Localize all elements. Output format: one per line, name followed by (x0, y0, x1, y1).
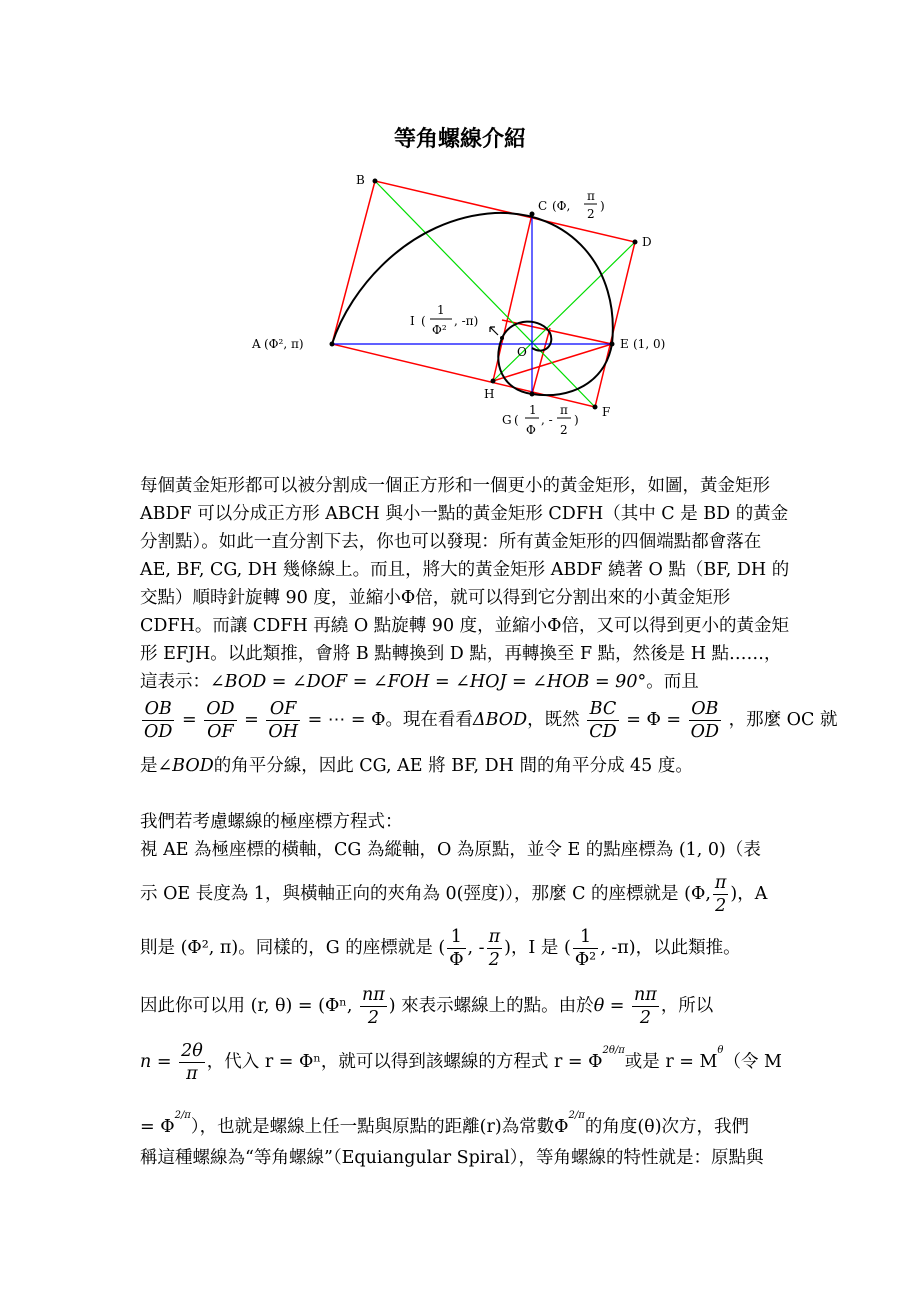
label-d: D (642, 235, 652, 249)
ratio-od-of: $\frac{OD}{OF}$ (206, 699, 235, 742)
page-title: 等角螺線介紹 (393, 127, 526, 152)
segment-small2 (532, 328, 550, 394)
c-coord-close: ) (600, 199, 605, 213)
triangle-bod: ΔBOD (472, 710, 528, 730)
c-coord-pi: π (587, 189, 595, 203)
point-e (610, 342, 615, 347)
c-coord-open: (Φ, (552, 199, 571, 213)
ratio-of-oh: $\frac{OF}{OH}$ (268, 699, 298, 742)
g-coord-open: ( (514, 413, 519, 427)
c-coordinate: (Φ, $\frac{\pi}{2}$ ) (684, 873, 738, 916)
i-coordinate: ( $\frac{1}{\text{Φ²}}$ , -π) (564, 927, 636, 970)
label-e: E (620, 337, 629, 351)
point-i (500, 336, 504, 340)
polar-line-6: = $\Phi^{2/\pi}$），也就是螺線上任一點與原點的距離(r)為常數$\Phi^{2/\pi}$的角度(θ)次方，我們 (140, 1110, 750, 1137)
point-h (491, 379, 496, 384)
i-coord-den: Φ² (432, 323, 447, 337)
exponent-theta: θ (717, 1045, 724, 1056)
golden-spiral-figure (240, 168, 680, 458)
g-coord-pi: π (560, 403, 568, 417)
paragraph-golden-rectangle (140, 472, 790, 696)
e-coord: (1, 0) (633, 337, 666, 351)
g-coord-den: Φ (526, 423, 536, 437)
angle-bod: ∠BOD (157, 756, 214, 776)
polar-line-1: 視 AE 為極座標的橫軸，CG 為縱軸，O 為原點，並令 E 的點座標為 (1, 0)（表 (140, 840, 761, 860)
point-d (633, 240, 638, 245)
i-coord-open: ( (421, 314, 426, 328)
paragraph-1-text: 每個黃金矩形都可以被分割成一個正方形和一個更小的黃金矩形，如圖，黃金矩形 ABDF 可以分成正方形 ABCH 與小一點的黃金矩形 CDFH（其中 C 是 BD 的黃金分割點）。如此一直分割下去，你也可以發現：所有黃金矩形的四個端點都會落在 AE, BF, CG, DH 幾條線上。而且，將大的黃金矩形 ABDF 繞著 O 點（BF, DH 的交點）順時針旋轉 90 度，並縮小Φ倍，就可以得到它分割出來的小黃金矩形 CDFH。而讓 CDFH 再繞 O 點旋轉 90 度，並縮小Φ倍，又可以得到更小的黃金矩形 EFJH。以此類推，會將 B 點轉換到 D 點，再轉換至 F 點，然後是 H 點……，這表示： (140, 476, 790, 692)
ratio-ob-od-2: $\frac{OB}{OD}$ (690, 699, 719, 742)
arrow-icon (490, 327, 498, 335)
g-coord-close: ) (574, 413, 579, 427)
a-coord: (Φ², π) (264, 337, 304, 351)
equiangular-spiral (332, 213, 613, 395)
g-coordinate: ( $\frac{1}{\Phi}$ , - $\frac{\pi}{2}$ ) (438, 927, 511, 970)
label-i: I (410, 314, 415, 328)
label-o: O (517, 345, 527, 359)
label-a: A (252, 337, 261, 351)
r-theta: (r, θ) = (Φⁿ, (250, 996, 353, 1016)
point-g (530, 392, 535, 397)
ratio-bc-cd: $\frac{BC}{CD}$ (589, 699, 617, 742)
polar-line-2: 示 OE 長度為 1，與橫軸正向的夾角為 0(弳度)），那麼 C 的座標就是 (Φ, $\frac{\pi}{2}$ )，A (140, 873, 768, 916)
n-pi-over-2: $\frac{n\pi}{2}$ (362, 985, 385, 1028)
c-coord-two: 2 (587, 207, 595, 221)
polar-line-7: 稱這種螺線為“等角螺線”（Equiangular Spiral），等角螺線的特性就是：原點與 (140, 1148, 764, 1168)
exponent-2-pi-b: 2/π (568, 1110, 585, 1121)
point-f (593, 405, 598, 410)
a-coordinate: (Φ², π) (180, 938, 239, 958)
point-a (330, 342, 335, 347)
two-theta-over-pi: $\frac{2\theta}{\pi}$ (181, 1041, 203, 1084)
text-since: ，既然 (527, 710, 580, 730)
g-coord-one: 1 (529, 403, 537, 417)
g-coord-two: 2 (560, 423, 568, 437)
diagonal-dh (493, 242, 635, 381)
label-f: F (602, 405, 611, 419)
ratio-ob-od: $\frac{OB}{OD}$ (144, 699, 173, 742)
ratio-line: $\frac{OB}{OD}$ = $\frac{OD}{OF}$ = $\frac{OF}{OH}$ = ⋯ = Φ。現在看看ΔBOD，既然 $\frac{BC}{CD}$ = Φ = $\frac{OB}{OD}$ ，那麼 OC 就 (144, 699, 838, 742)
diagonal-bf (375, 181, 595, 407)
label-c: C (538, 199, 548, 213)
ratio-tail: = ⋯ = Φ (307, 710, 386, 730)
text-look-at: 。現在看看 (385, 710, 473, 730)
label-h: H (484, 387, 495, 401)
i-coord-one: 1 (437, 303, 445, 317)
exponent-2theta-pi: 2θ/π (602, 1045, 625, 1056)
polar-line-3: 則是 (Φ², π)。同樣的，G 的座標就是 ( $\frac{1}{\Phi}$ , - $\frac{\pi}{2}$ )，I 是 ( $\frac{1}{\text{Φ²}}$ , -π)，以此類推。 (140, 927, 741, 970)
i-coord-after: , -π) (454, 314, 479, 328)
polar-intro: 我們若考慮螺線的極座標方程式： (140, 812, 403, 832)
angles-equation: ∠BOD = ∠DOF = ∠FOH = ∠HOJ = ∠HOB = 90° (210, 672, 647, 692)
bisector-text: 的角平分線，因此 CG, AE 將 BF, DH 間的角平分成 45 度。 (213, 756, 693, 776)
g-coord-mid: , - (541, 413, 553, 427)
polar-line-5: n = $\frac{2\theta}{\pi}$ ，代入 r = Φⁿ，就可以得到該螺線的方程式 $r = \Phi^{2\theta/\pi}$或是 $r = M^\theta$（令 M (140, 1041, 782, 1084)
point-c (530, 212, 535, 217)
exponent-2-pi: 2/π (174, 1110, 191, 1121)
point-b (373, 179, 378, 184)
label-b: B (356, 173, 365, 187)
eq-phi: = Φ = (626, 710, 682, 730)
polar-line-4: 因此你可以用 (r, θ) = (Φⁿ, $\frac{n\pi}{2}$ ) 來表示螺線上的點。由於θ = $\frac{n\pi}{2}$ ，所以 (140, 985, 714, 1028)
n-pi-over-2-b: $\frac{n\pi}{2}$ (634, 985, 657, 1028)
text-then-oc: ，那麼 OC 就 (728, 710, 838, 730)
bisector-line: 是∠BOD的角平分線，因此 CG, AE 將 BF, DH 間的角平分成 45 度。 (140, 756, 693, 776)
label-g: G (502, 413, 512, 427)
paragraph-1-end: 。而且 (646, 672, 699, 692)
